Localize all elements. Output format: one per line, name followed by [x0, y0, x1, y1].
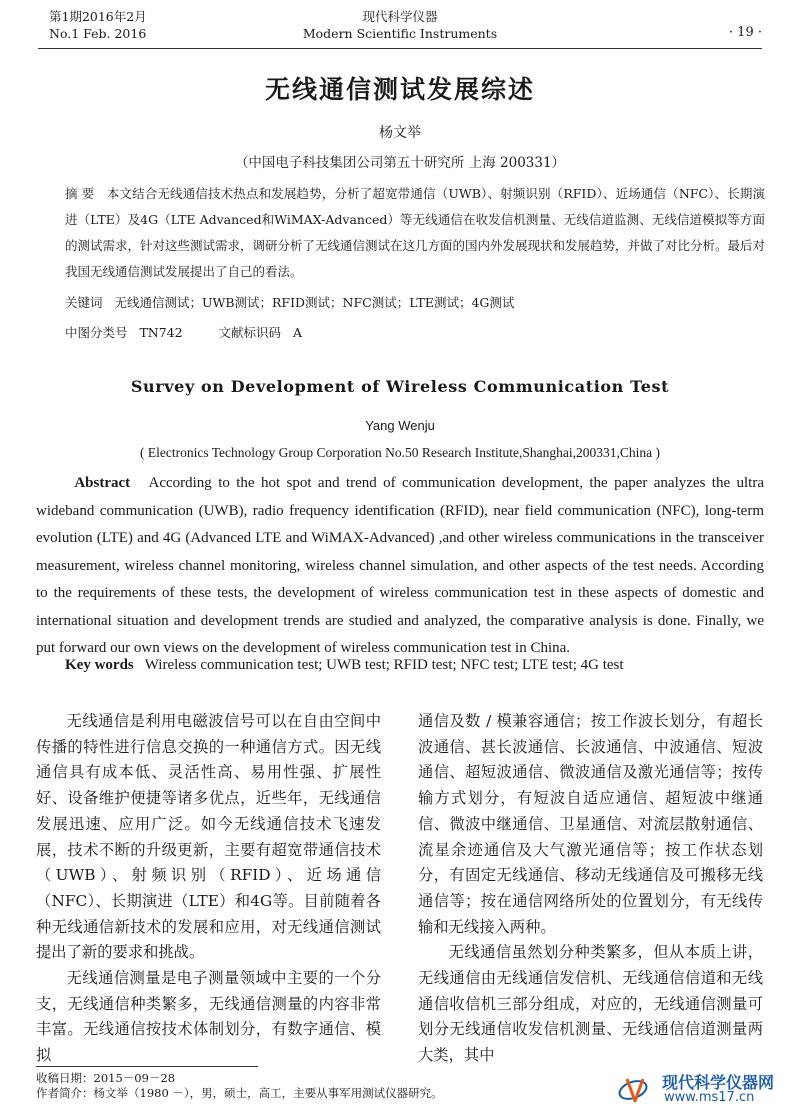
cn-abstract-label: 摘 要 [65, 186, 95, 201]
body-paragraph: 无线通信测量是电子测量领域中主要的一个分支，无线通信种类繁多，无线通信测量的内容非常丰富。无线通信按技术体制划分，有数字通信、模拟 [36, 969, 381, 1065]
body-column-left [36, 709, 381, 1069]
header-divider [38, 48, 762, 49]
watermark-name: 现代科学仪器网 [662, 1073, 775, 1092]
header-page-number: · 19 · [728, 25, 762, 40]
en-abstract-text: According to the hot spot and trend of communication development, the paper analyzes the ultra wideband communication (UWB), radio frequency identification (RFID), near field communication (NFC), long-term evolution (LTE) and 4G (Advanced LTE and WiMAX-Advanced) ,and other wireless communications in the transceiver measurement, wireless channel monitoring, wireless channel simulation, and other aspects of the test needs. According to the requirements of these tests, the development of wireless communication test in these aspects of domestic and international situation and development trends are studied and analyzed, the comparative analysis is done. Finally, we put forward our own views on the development of wireless communication test in China. [36, 475, 764, 656]
paper-affiliation: （中国电子科技集团公司第五十研究所 上海 200331） [234, 155, 566, 171]
cn-keywords [65, 293, 765, 311]
classification [65, 323, 765, 341]
doc-code-label: 文献标识码 [218, 325, 282, 340]
footnote-received: 收稿日期：2015－09－28 [36, 1071, 176, 1085]
en-keywords-text: Wireless communication test; UWB test; RFID test; NFC test; LTE test; 4G test [144, 657, 624, 673]
en-keywords-label: Key words [65, 657, 134, 673]
body-paragraph: 无线通信是利用电磁波信号可以在自由空间中传播的特性进行信息交换的一种通信方式。因无线通信具有成本低、灵活性高、易用性强、扩展性好、设备维护便捷等诸多优点，近些年，无线通信发展迅速、应用广泛。如今无线通信技术飞速发展，技术不断的升级更新，主要有超宽带通信技术（UWB）、射频识别（RFID）、近场通信（NFC）、长期演进（LTE）和4G等。目前随着各种无线通信新技术的发展和应用，对无线通信测试提出了新的要求和挑战。 [36, 712, 381, 962]
paper-title: 无线通信测试发展综述 [264, 75, 535, 104]
doc-code-value: A [292, 325, 303, 340]
header-issue-en: No.1 Feb. 2016 [49, 26, 147, 41]
en-keywords [65, 657, 765, 674]
footnote-divider [36, 1066, 258, 1067]
paper-author: 杨文举 [379, 125, 421, 141]
en-abstract [36, 470, 764, 663]
classification-label: 中图分类号 [65, 325, 128, 340]
body-paragraph: 通信及数 / 模兼容通信；按工作波长划分，有超长波通信、甚长波通信、长波通信、中波通信、短波通信、超短波通信、微波通信及激光通信等；按传输方式划分，有短波自适应通信、超短波中继通信、微波中继通信、卫星通信、对流层散射通信、流星余迹通信及大气激光通信等；按工作状态划分，有固定无线通信、移动无线通信及可搬移无线通信等；按在通信网络所处的位置划分，有无线传输和无线接入两种。 [418, 712, 763, 936]
cn-abstract [65, 181, 765, 285]
en-title: Survey on Development of Wireless Communication Test [130, 377, 670, 396]
header-journal-en: Modern Scientific Instruments [302, 26, 498, 41]
en-author: Yang Wenju [365, 418, 435, 433]
footnote-author-bio: 作者简介：杨文举（1980 －），男，硕士，高工，主要从事军用测试仪器研究。 [36, 1086, 443, 1100]
cn-abstract-text: 本文结合无线通信技术热点和发展趋势，分析了超宽带通信（UWB）、射频识别（RFID）、近场通信（NFC）、长期演进（LTE）及4G（LTE Advanced和WiMAX-Advanced）等无线通信在收发信机测量、无线信道监测、无线信道模拟等方面的测试需求，针对这些测试需求，调研分析了无线通信测试在这几方面的国内外发展现状和发展趋势，并做了对比分析。最后对我国无线通信测试发展提出了自己的看法。 [65, 186, 766, 279]
watermark-logo-icon [617, 1075, 653, 1105]
watermark-url: www.ms17.cn [664, 1090, 755, 1105]
header-journal-cn: 现代科学仪器 [362, 9, 438, 24]
body-column-right [418, 709, 763, 1069]
header-issue-cn: 第1期2016年2月 [49, 9, 147, 24]
cn-keywords-label: 关键词 [65, 295, 103, 310]
en-affiliation: ( Electronics Technology Group Corporation No.50 Research Institute,Shanghai,200331,China ) [140, 445, 660, 460]
body-paragraph: 无线通信虽然划分种类繁多，但从本质上讲，无线通信由无线通信发信机、无线通信信道和无线通信收信机三部分组成，对应的，无线通信测量可划分无线通信收发信机测量、无线通信信道测量两大类，其中 [418, 943, 763, 1065]
header-journal [0, 8, 800, 42]
classification-value: TN742 [139, 325, 183, 340]
en-abstract-label: Abstract [74, 475, 131, 491]
cn-keywords-text: 无线通信测试；UWB测试；RFID测试；NFC测试；LTE测试；4G测试 [114, 295, 515, 310]
